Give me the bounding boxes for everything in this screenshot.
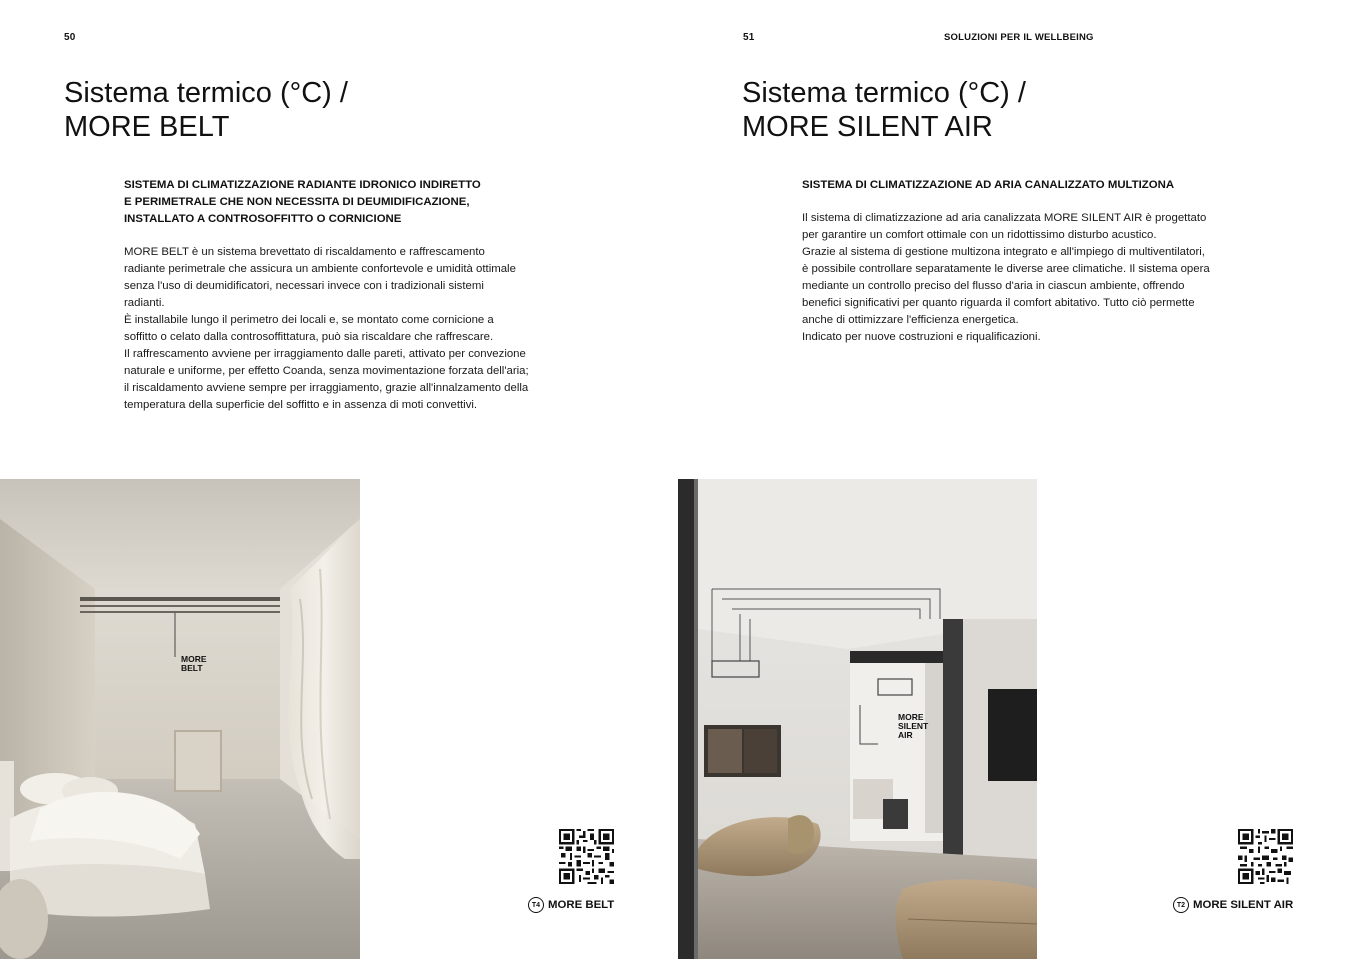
title-line: Sistema termico (°C) / (64, 77, 348, 109)
body-line: È installabile lungo il perimetro dei locali e, se montato come cornicione a (124, 314, 494, 326)
body-line: MORE BELT è un sistema brevettato di riscaldamento e raffrescamento (124, 246, 485, 258)
body-line: radiante perimetrale che assicura un ambiente confortevole e umidità ottimale (124, 263, 516, 275)
subheading-line: SISTEMA DI CLIMATIZZAZIONE RADIANTE IDRONICO INDIRETTO (124, 179, 481, 191)
title-line: MORE SILENT AIR (742, 111, 993, 143)
page-title (742, 76, 1026, 144)
body-line: il riscaldamento avviene sempre per irraggiamento, grazie all'innalzamento della (124, 382, 529, 394)
body-line: Il raffrescamento avviene per irraggiamento dalle pareti, attivato per convezione (124, 348, 526, 360)
title-line: MORE BELT (64, 111, 230, 143)
qr-caption (528, 897, 614, 913)
product-code-badge: T4 (528, 897, 544, 913)
body-line: senza l'uso di deumidificatori, necessari invece con i tradizionali sistemi (124, 280, 484, 292)
body-line: benefici significativi per quanto riguarda il comfort abitativo. Tutto ciò permette (802, 297, 1195, 309)
qr-code-more-belt[interactable] (559, 829, 614, 884)
title-line: Sistema termico (°C) / (742, 77, 1026, 109)
section-subheading (802, 177, 1174, 194)
body-line: naturale e uniforme, per effetto Coanda, senza movimentazione forzata dell'aria; (124, 365, 529, 377)
photo-label-more-belt: MORE BELT (181, 654, 207, 673)
living-room-photo (678, 479, 1037, 959)
subheading-line: SISTEMA DI CLIMATIZZAZIONE AD ARIA CANALIZZATO MULTIZONA (802, 179, 1175, 191)
body-line: Il sistema di climatizzazione ad aria canalizzata MORE SILENT AIR è progettato (802, 212, 1207, 224)
body-paragraph (802, 210, 1210, 346)
body-line: Indicato per nuove costruzioni e riqualificazioni. (802, 331, 1041, 343)
qr-caption (1173, 897, 1293, 913)
photo-label-more-silent-air: MORE SILENT AIR (898, 712, 929, 740)
subheading-line: INSTALLATO A CONTROSOFFITTO O CORNICIONE (124, 213, 402, 225)
subheading-line: E PERIMETRALE CHE NON NECESSITA DI DEUMIDIFICAZIONE, (124, 196, 470, 208)
running-head: SOLUZIONI PER IL WELLBEING (944, 32, 1094, 43)
body-line: temperatura della superficie del soffitto e in assenza di moti convettivi. (124, 399, 478, 411)
bedroom-photo (0, 479, 360, 959)
page-number: 51 (743, 32, 755, 43)
body-line: mediante un controllo preciso del flusso d'aria in ciascun ambiente, offrendo (802, 280, 1185, 292)
section-subheading (124, 177, 481, 228)
qr-caption-label: MORE BELT (548, 899, 615, 911)
body-paragraph (124, 244, 529, 414)
body-line: soffitto o celato dalla controsoffittatura, può sia riscaldare che raffrescare. (124, 331, 494, 343)
page-number: 50 (64, 32, 76, 43)
qr-code-more-silent-air[interactable] (1238, 829, 1293, 884)
body-line: radianti. (124, 297, 165, 309)
product-code-badge: T2 (1173, 897, 1189, 913)
qr-caption-label: MORE SILENT AIR (1193, 899, 1294, 911)
body-line: per garantire un comfort ottimale con un ridottissimo disturbo acustico. (802, 229, 1157, 241)
body-line: Grazie al sistema di gestione multizona integrato e all'impiego di multiventilatori, (802, 246, 1205, 258)
page-title (64, 76, 348, 144)
body-line: anche di ottimizzare l'efficienza energetica. (802, 314, 1019, 326)
body-line: è possibile controllare separatamente le diverse aree climatiche. Il sistema opera (802, 263, 1210, 275)
